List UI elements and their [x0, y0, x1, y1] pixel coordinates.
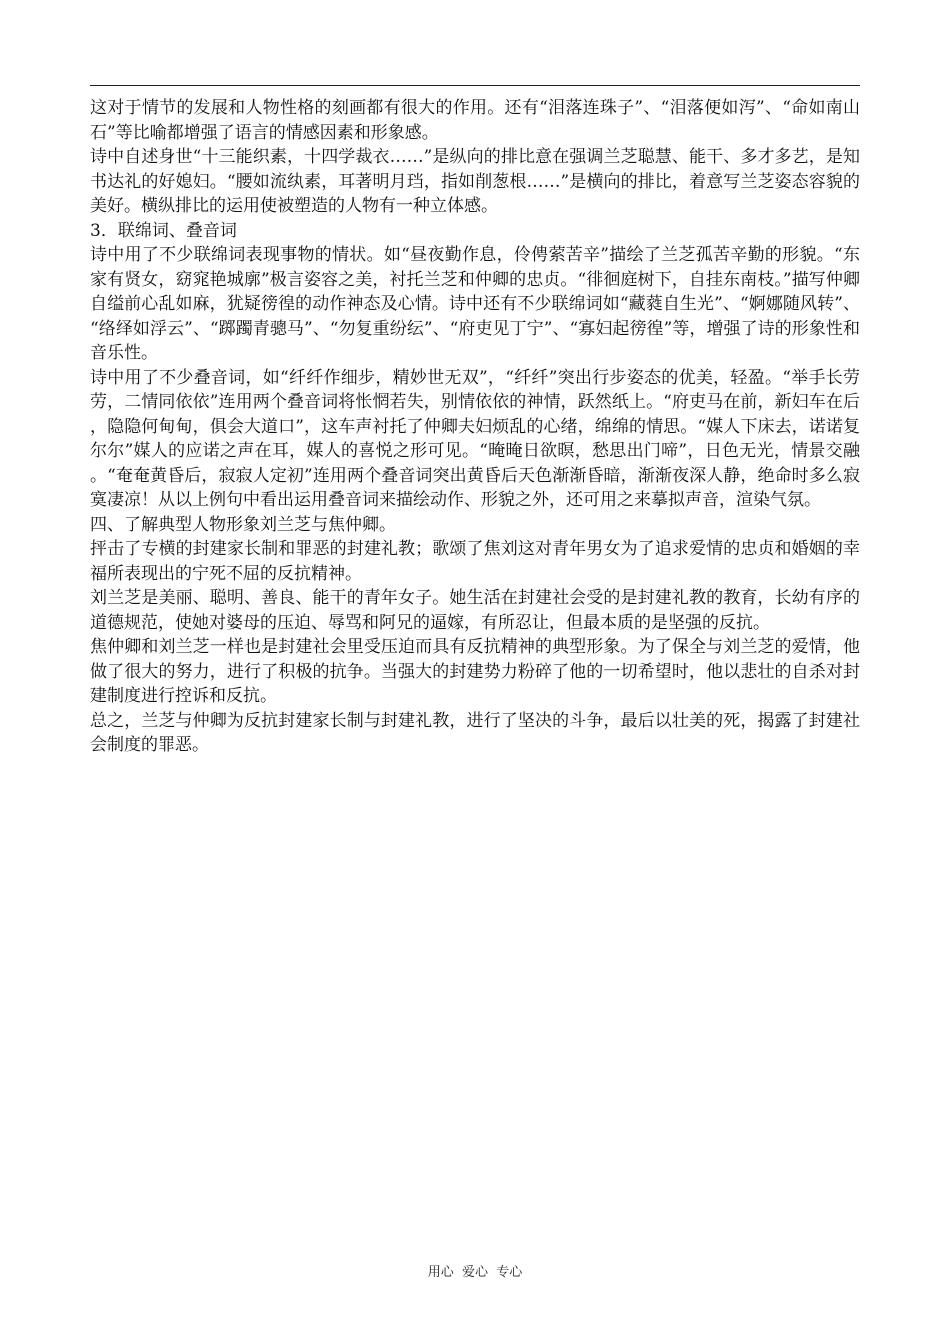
header-rule [90, 85, 860, 86]
paragraph-liu-lanzhi: 刘兰芝是美丽、聪明、善良、能干的青年女子。她生活在封建社会受的是封建礼教的教育，长幼有序的道德规范，使她对婆母的压迫、辱骂和阿兄的逼嫁，有所忍让，但最本质的是坚强的反抗。 [90, 588, 860, 633]
paragraph-metaphor: 这对于情节的发展和人物性格的刻画都有很大的作用。还有“泪落连珠子”、“泪落便如泻”、“命如南山石”等比喻都增强了语言的情感因素和形象感。 [90, 98, 860, 143]
section-heading-reduplication: 3．联绵词、叠音词 [90, 220, 237, 241]
paragraph-reduplicated-words: 诗中用了不少叠音词，如“纤纤作细步，精妙世无双”，“纤纤”突出行步姿态的优美，轻盈。“举手长劳劳，二情同依依”连用两个叠音词将怅惘若失，别情依依的神情，跃然纸上。“府吏马在前，新妇车在后，隐隐何甸甸，俱会大道口”，这车声衬托了仲卿夫妇烦乱的心绪，绵绵的情思。“媒人下床去，诺诺复尔尔”媒人的应诺之声在耳，媒人的喜悦之形可见。“晻晻日欲暝，愁思出门啼”，日色无光，情景交融。“奄奄黄昏后，寂寂人定初”连用两个叠音词突出黄昏后天色渐渐昏暗，渐渐夜深人静，绝命时多么寂寞凄凉！从以上例句中看出运用叠音词来描绘动作、形貌之外，还可用之来摹拟声音，渲染气氛。 [90, 367, 860, 510]
paragraph-parallelism: 诗中自述身世“十三能织素，十四学裁衣……”是纵向的排比意在强调兰芝聪慧、能干、多才多艺，是知书达礼的好媳妇。“腰如流纨素，耳著明月珰，指如削葱根……”是横向的排比，着意写兰芝姿态容貌的美好。横纵排比的运用使被塑造的人物有一种立体感。 [90, 147, 860, 216]
paragraph-conclusion: 总之，兰芝与仲卿为反抗封建家长制与封建礼教，进行了坚决的斗争，最后以壮美的死，揭露了封建社会制度的罪恶。 [90, 710, 860, 755]
document-body [90, 96, 860, 758]
page-footer: 用心 爱心 专心 [427, 1265, 523, 1280]
section-heading-characters: 四、了解典型人物形象刘兰芝与焦仲卿。 [90, 514, 396, 535]
paragraph-binomes: 诗中用了不少联绵词表现事物的情状。如“昼夜勤作息，伶俜萦苦辛”描绘了兰芝孤苦辛勤的形貌。“东家有贤女，窈窕艳城廓”极言姿容之美，衬托兰芝和仲卿的忠贞。“徘徊庭树下，自挂东南枝。”描写仲卿自缢前心乱如麻，犹疑徬徨的动作神态及心情。诗中还有不少联绵词如“藏蕤自生光”、“婀娜随风转”、“络绎如浮云”、“踯躅青骢马”、“勿复重纷纭”、“府吏见丁宁”、“寡妇起徬徨”等，增强了诗的形象性和音乐性。 [90, 245, 860, 363]
paragraph-jiao-zhongqing: 焦仲卿和刘兰芝一样也是封建社会里受压迫而具有反抗精神的典型形象。为了保全与刘兰芝的爱情，他做了很大的努力，进行了积极的抗争。当强大的封建势力粉碎了他的一切希望时，他以悲壮的自杀对封建制度进行控诉和反抗。 [90, 637, 860, 706]
paragraph-theme: 抨击了专横的封建家长制和罪恶的封建礼教；歌颂了焦刘这对青年男女为了追求爱情的忠贞和婚姻的幸福所表现出的宁死不屈的反抗精神。 [90, 539, 860, 584]
